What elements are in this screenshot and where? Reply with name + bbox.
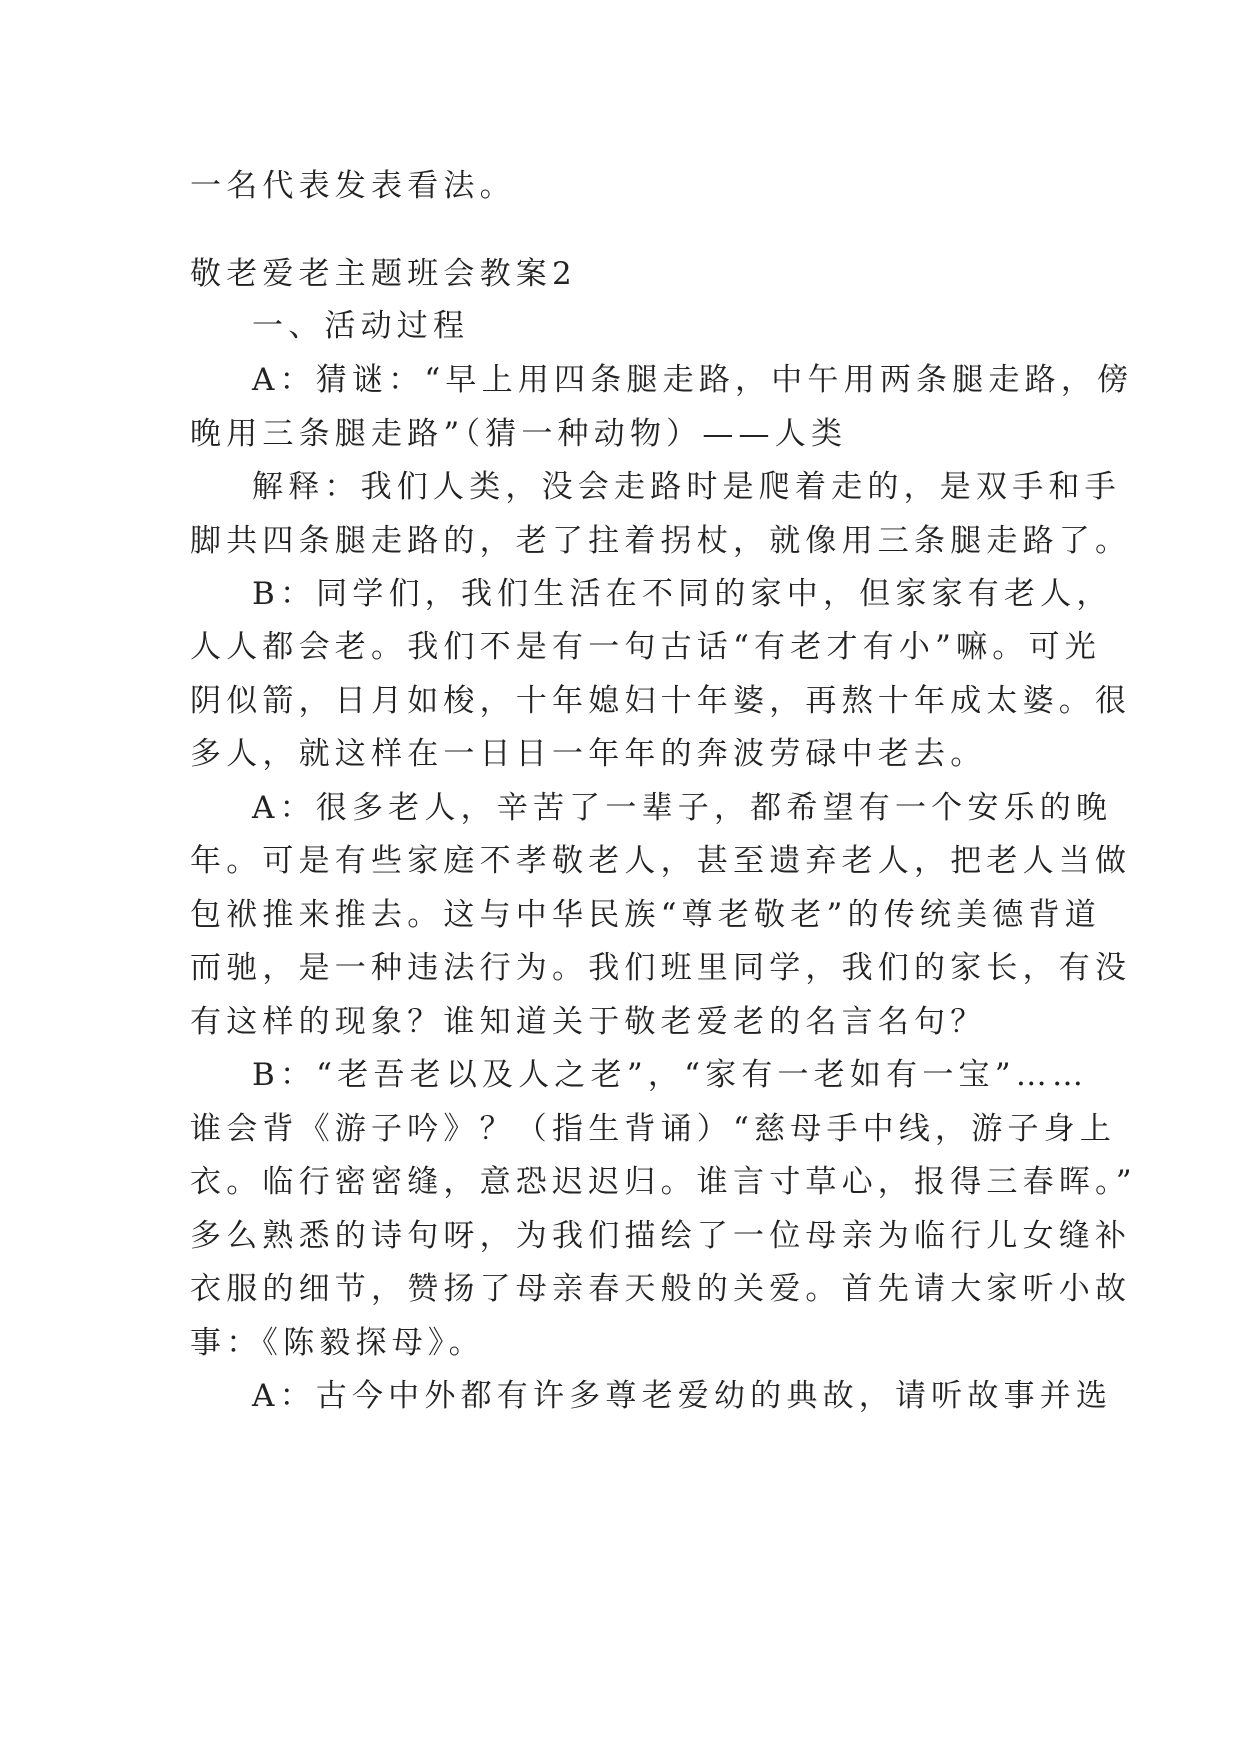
paragraph-line: 有这样的现象？谁知道关于敬老爱老的名言名句？	[190, 1004, 987, 1040]
paragraph-line: 多么熟悉的诗句呀，为我们描绘了一位母亲为临行儿女缝补	[190, 1218, 1132, 1254]
paragraph-line: 事：《陈毅探母》。	[190, 1325, 485, 1361]
paragraph-line: A：猜谜：“早上用四条腿走路，中午用两条腿走路，傍	[252, 362, 1134, 398]
paragraph-line: B：“老吾老以及人之老”，“家有一老如有一宝”……	[252, 1057, 1089, 1093]
paragraph-line: 谁会背《游子吟》？（指生背诵）“慈母手中线，游子身上	[190, 1111, 1117, 1147]
paragraph-line: 衣。临行密密缝，意恐迟迟归。谁言寸草心，报得三春晖。”	[190, 1164, 1137, 1200]
paragraph-line: 脚共四条腿走路的，老了拄着拐杖，就像用三条腿走路了。	[190, 523, 1132, 559]
paragraph-line: 解释：我们人类，没会走路时是爬着走的，是双手和手	[252, 469, 1121, 505]
section-heading: 一、活动过程	[252, 308, 470, 344]
paragraph-line: B：同学们，我们生活在不同的家中，但家家有老人，	[252, 576, 1113, 612]
paragraph-line: A：古今中外都有许多尊老爱幼的典故，请听故事并选	[252, 1378, 1113, 1414]
paragraph-line: 多人，就这样在一日日一年年的奔波劳碌中老去。	[190, 736, 987, 772]
paragraph-line: 包袱推来推去。这与中华民族“尊老敬老”的传统美德背道	[190, 897, 1101, 933]
paragraph-line: 年。可是有些家庭不孝敬老人，甚至遗弃老人，把老人当做	[190, 843, 1132, 879]
paragraph-line: 人人都会老。我们不是有一句古话“有老才有小”嘛。可光	[190, 629, 1101, 665]
paragraph-line: A：很多老人，辛苦了一辈子，都希望有一个安乐的晚	[252, 790, 1113, 826]
paragraph-line: 而驰，是一种违法行为。我们班里同学，我们的家长，有没	[190, 950, 1132, 986]
intro-line: 一名代表发表看法。	[190, 168, 516, 204]
paragraph-line: 衣服的细节，赞扬了母亲春天般的关爱。首先请大家听小故	[190, 1271, 1132, 1307]
paragraph-line: 晚用三条腿走路”（猜一种动物）——人类	[190, 416, 848, 452]
paragraph-line: 阴似箭，日月如梭，十年媳妇十年婆，再熬十年成太婆。很	[190, 683, 1132, 719]
section-title: 敬老爱老主题班会教案2	[190, 256, 577, 292]
